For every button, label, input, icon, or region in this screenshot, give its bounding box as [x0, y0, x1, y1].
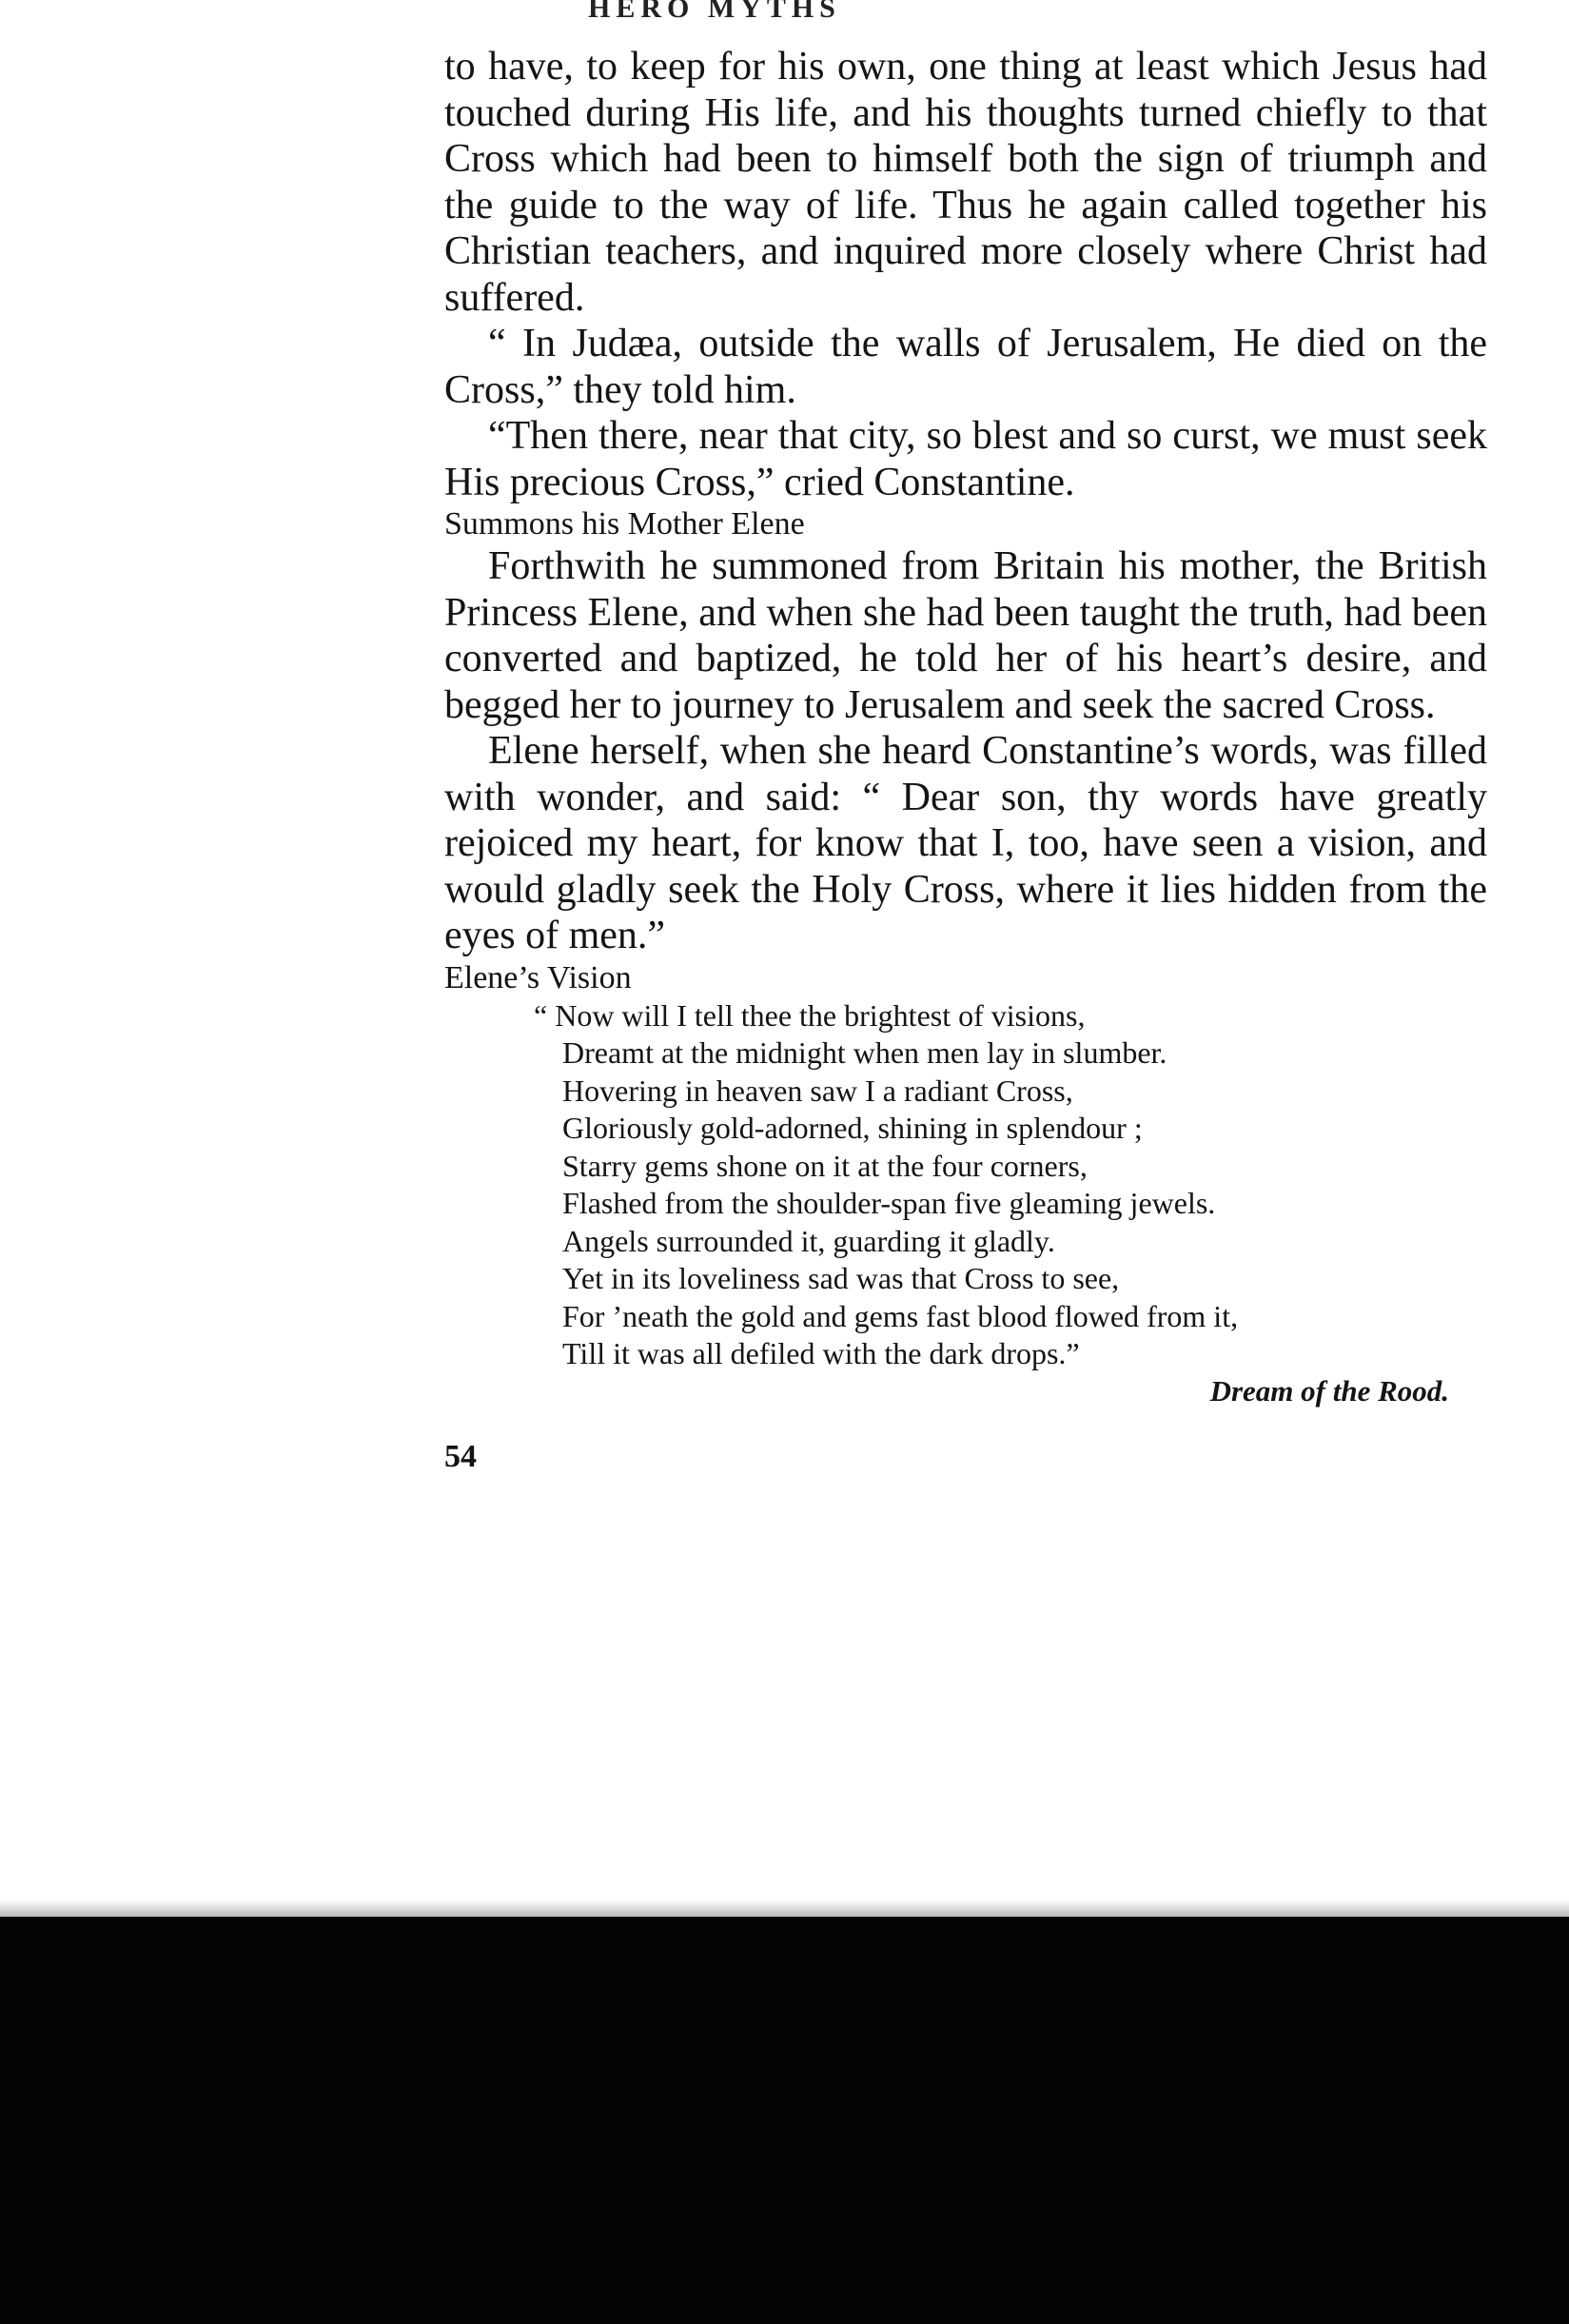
paragraph-forthwith: Forthwith he summoned from Britain his mother, the British Princess Elene, and when she had been taught the truth, had been converted and baptized, he told her of his heart’s desire, and begged her to journey to Jerusalem and seek the sacred Cross.: [444, 544, 1487, 727]
section-heading-vision: Elene’s Vision: [444, 959, 632, 995]
page-number: 54: [444, 1438, 477, 1474]
poem-line: Till it was all defiled with the dark drops.”: [562, 1336, 1080, 1370]
section-heading-summons: Summons his Mother Elene: [444, 506, 805, 542]
paragraph-elene-reply: Elene herself, when she heard Constantine’s words, was filled with wonder, and said: “ Dear son, thy words have greatly rejoiced my heart, for know that I, too, have seen a vision, and would gladly seek the Holy Cross, where it lies hidden from the eyes of men.”: [444, 729, 1487, 957]
poem-line: Flashed from the shoulder-span five gleaming jewels.: [562, 1186, 1216, 1220]
poem-line: Yet in its loveliness sad was that Cross to see,: [562, 1261, 1120, 1295]
running-head: HERO MYTHS: [588, 0, 841, 24]
poem-line: For ’neath the gold and gems fast blood flowed from it,: [562, 1298, 1239, 1333]
paragraph-judaea: “ In Judæa, outside the walls of Jerusalem, He died on the Cross,” they told him.: [444, 322, 1487, 412]
poem-quotation: [534, 997, 1487, 1373]
poem-line: Starry gems shone on it at the four corners,: [562, 1148, 1088, 1183]
scan-shadow-band: [0, 1917, 1569, 2324]
paragraph-constantine-cry: “Then there, near that city, so blest and so curst, we must seek His precious Cross,” cried Constantine.: [444, 414, 1487, 504]
poem-line: Angels surrounded it, guarding it gladly.: [562, 1223, 1055, 1258]
poem-line: Gloriously gold-adorned, shining in splendour ;: [562, 1111, 1143, 1145]
poem-line: Dreamt at the midnight when men lay in slumber.: [562, 1035, 1167, 1070]
poem-line: Hovering in heaven saw I a radiant Cross,: [562, 1073, 1073, 1108]
poem-attribution: Dream of the Rood.: [1209, 1373, 1449, 1408]
paragraph-continued: to have, to keep for his own, one thing at least which Jesus had touched during His life, and his thoughts turned chiefly to that Cross which had been to himself both the sign of triumph and the guide to the way of life. Thus he again called together his Christian teachers, and inquired more closely where Christ had suffered.: [444, 45, 1487, 320]
page-body: [444, 44, 1487, 1476]
poem-line: “ Now will I tell thee the brightest of visions,: [534, 997, 1086, 1033]
